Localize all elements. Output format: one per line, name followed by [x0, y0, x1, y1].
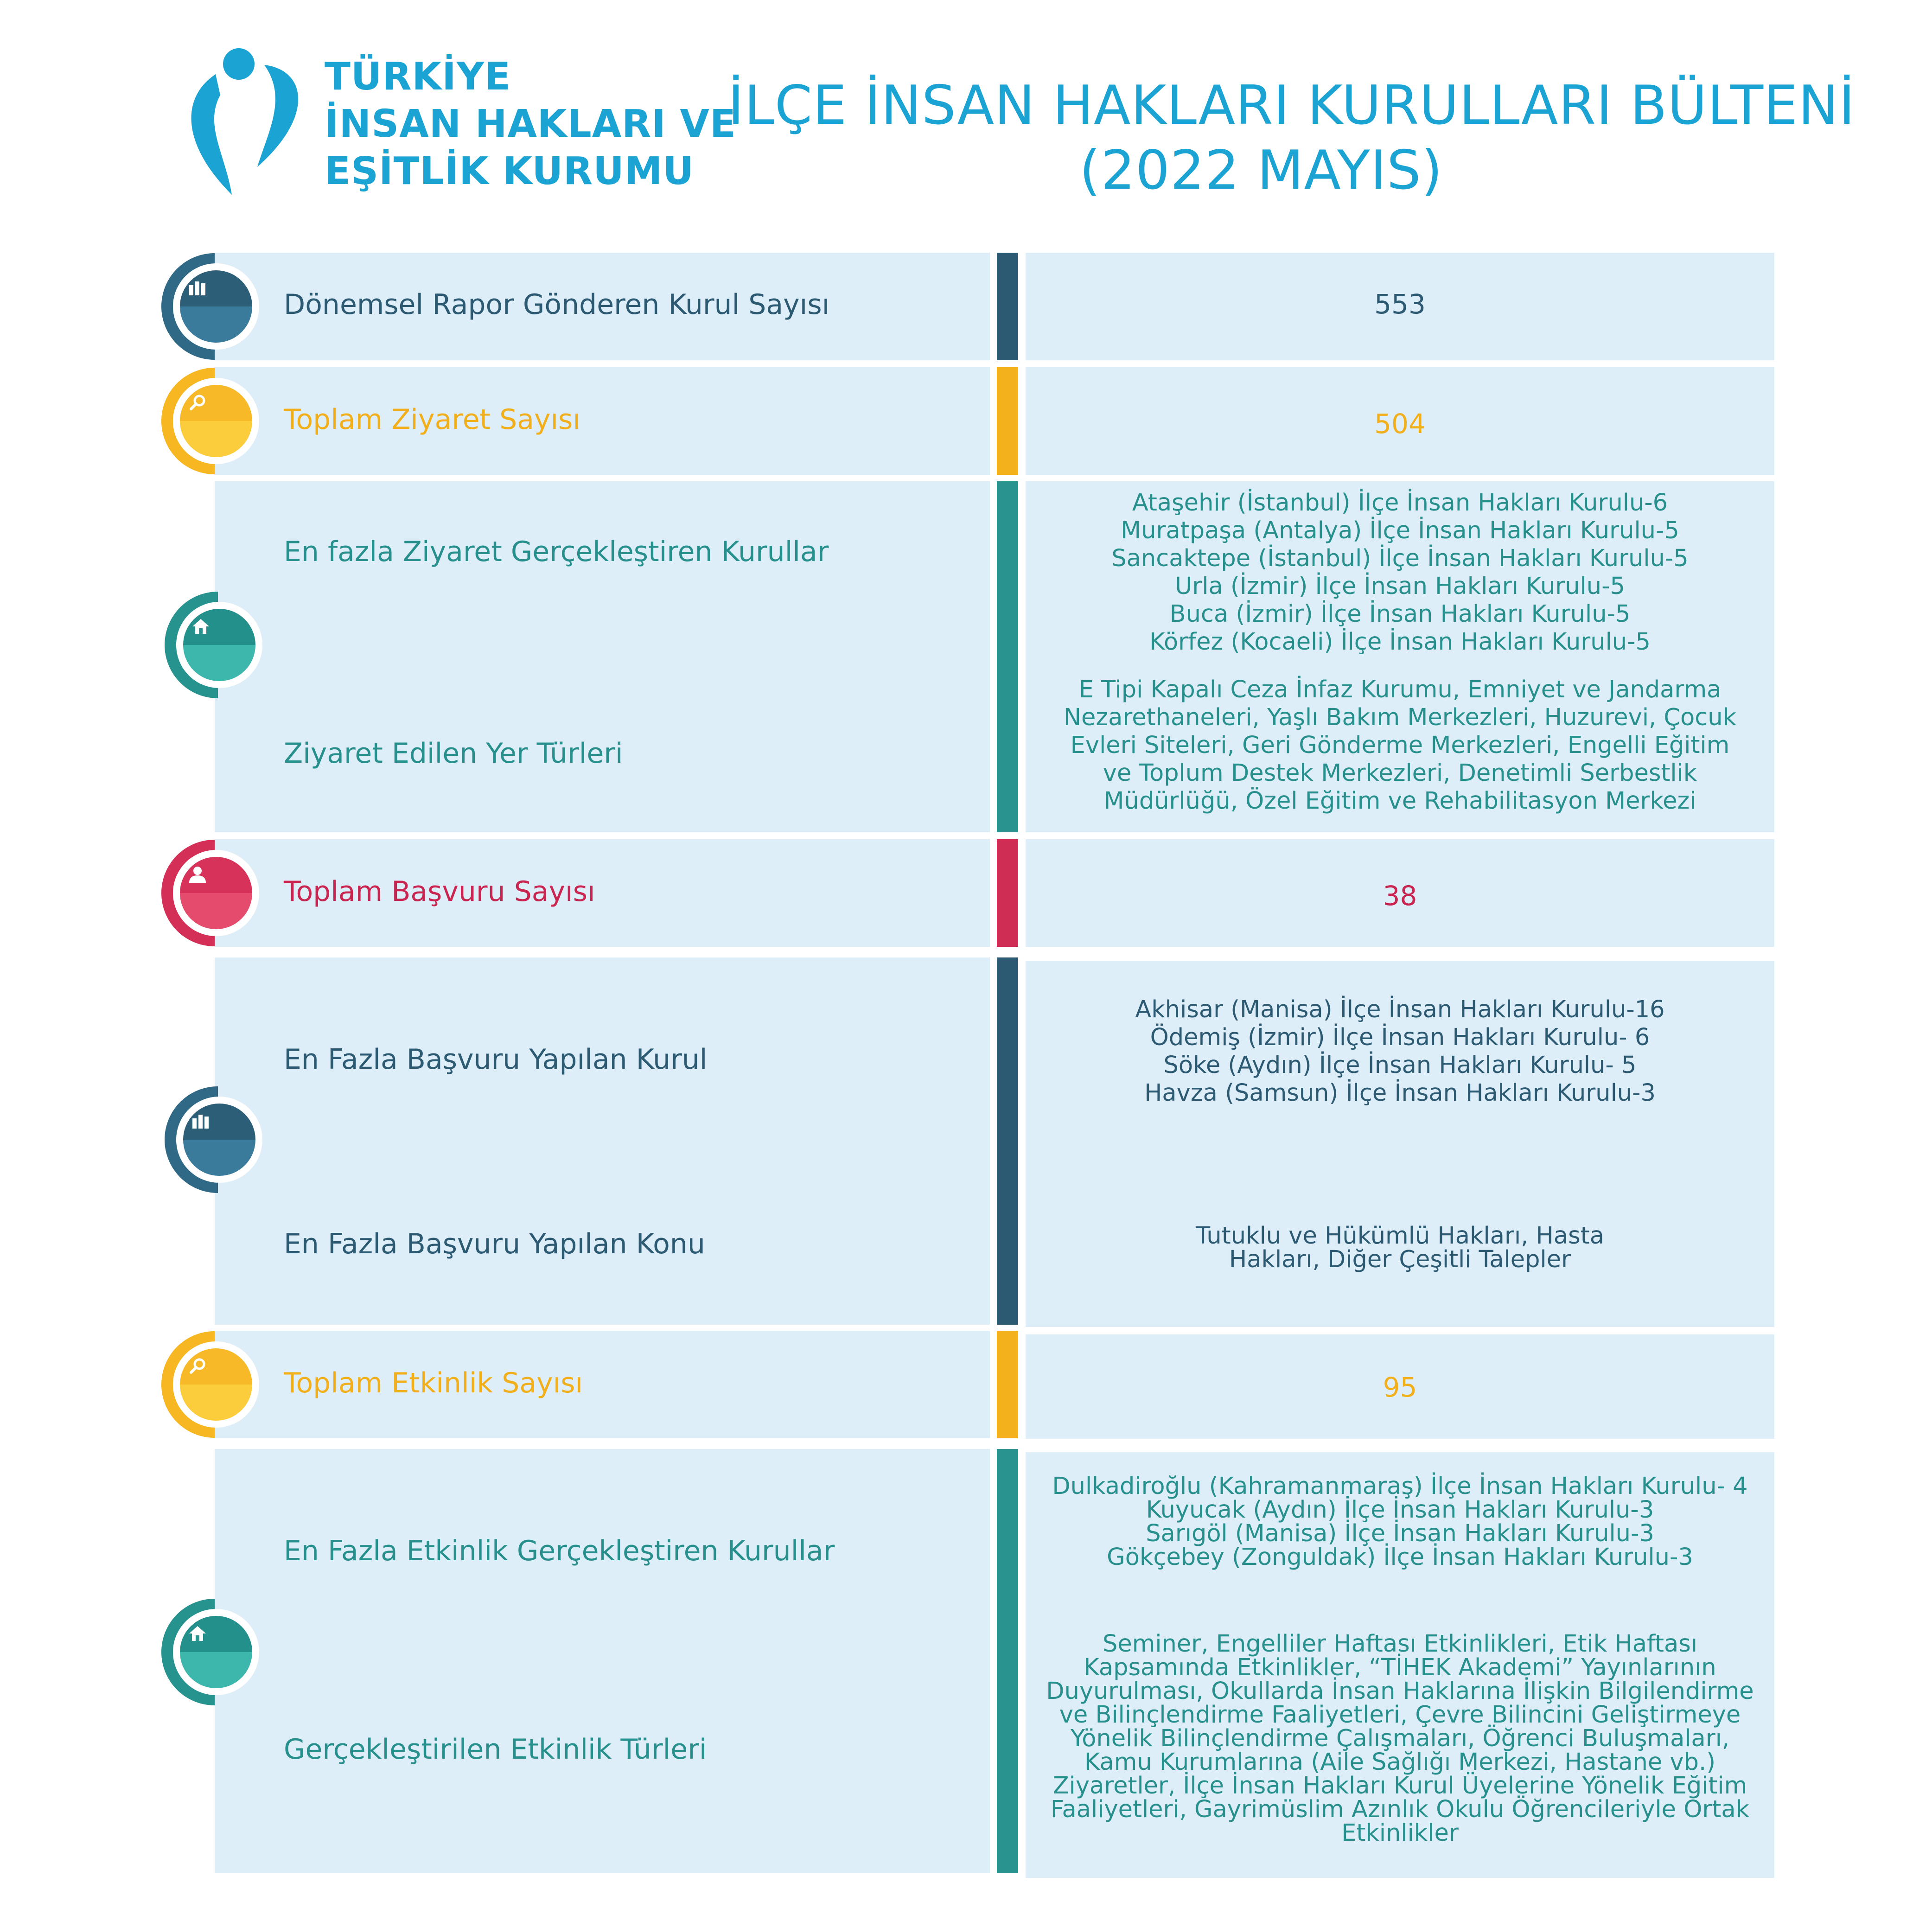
org-name-line-1: TÜRKİYE [325, 55, 511, 99]
visited-place-types-text [1026, 676, 1774, 815]
row-application-details-label-b: En Fazla Başvuru Yapılan Konu [284, 1228, 705, 1260]
row-applications-divider [997, 839, 1018, 947]
list-item: Urla (İzmir) İlçe İnsan Hakları Kurulu-5 [1175, 573, 1625, 600]
row-report-value: 553 [1374, 288, 1426, 320]
bar-chart-icon [165, 1086, 271, 1193]
row-event-details-label-a: En Fazla Etkinlik Gerçekleştiren Kurullar [284, 1535, 835, 1567]
row-event-details-label-panel [215, 1449, 990, 1873]
list-item: Körfez (Kocaeli) İlçe İnsan Hakları Kurulu-5 [1149, 628, 1651, 656]
home-icon [165, 592, 271, 698]
list-item: Söke (Aydın) İlçe İnsan Hakları Kurulu- 5 [1163, 1052, 1637, 1079]
list-item: Havza (Samsun) İlçe İnsan Hakları Kurulu-3 [1144, 1079, 1656, 1107]
event-types-text [1026, 1632, 1774, 1845]
list-item: Gökçebey (Zonguldak) İlçe İnsan Hakları Kurulu-3 [1107, 1544, 1693, 1571]
bar-chart-icon [161, 253, 268, 360]
list-item: Sarıgöl (Manisa) İlçe İnsan Hakları Kurulu-3 [1146, 1520, 1654, 1547]
list-item: Kuyucak (Aydın) İlçe İnsan Hakları Kurulu-3 [1146, 1496, 1654, 1524]
list-item: Buca (İzmir) İlçe İnsan Hakları Kurulu-5 [1169, 600, 1631, 628]
list-item: Muratpaşa (Antalya) İlçe İnsan Hakları Kurulu-5 [1121, 517, 1679, 544]
row-events-value: 95 [1383, 1372, 1417, 1403]
text-line: Kamu Kurumlarına (Aile Sağlığı Merkezi, Hastane vb.) [1084, 1748, 1716, 1776]
row-events-label: Toplam Etkinlik Sayısı [284, 1367, 583, 1399]
text-line: E Tipi Kapalı Ceza İnfaz Kurumu, Emniyet ve Jandarma [1078, 676, 1722, 703]
org-name-line-2: İNSAN HAKLARI VE [325, 102, 736, 146]
search-icon [161, 368, 268, 474]
row-report-label: Dönemsel Rapor Gönderen Kurul Sayısı [284, 288, 830, 321]
top-applied-committees-list [1026, 996, 1774, 1107]
text-line: Yönelik Bilinçlendirme Çalışmaları, Öğrenci Buluşmaları, [1070, 1725, 1730, 1752]
row-event-details-label-b: Gerçekleştirilen Etkinlik Türleri [284, 1733, 707, 1766]
row-visit-details-divider [997, 481, 1018, 832]
logo-icon [176, 46, 315, 199]
top-event-committees-list [1026, 1474, 1774, 1569]
row-event-details-divider [997, 1449, 1018, 1873]
row-report-divider [997, 253, 1018, 360]
text-line: ve Toplum Destek Merkezleri, Denetimli Serbestlik [1103, 759, 1697, 787]
org-name-line-3: EŞİTLİK KURUMU [325, 149, 694, 193]
row-visit-details-label-a: En fazla Ziyaret Gerçekleştiren Kurullar [284, 536, 829, 568]
row-visits-value: 504 [1374, 408, 1426, 440]
page-subtitle: (2022 MAYIS) [1079, 139, 1443, 202]
text-line: Evleri Siteleri, Geri Gönderme Merkezleri, Engelli Eğitim [1070, 732, 1730, 759]
row-visits-divider [997, 367, 1018, 475]
home-icon [161, 1599, 268, 1705]
row-visits-label: Toplam Ziyaret Sayısı [284, 403, 581, 436]
page-title: İLÇE İNSAN HAKLARI KURULLARI BÜLTENİ [728, 74, 1855, 137]
list-item: Ödemiş (İzmir) İlçe İnsan Hakları Kurulu- 6 [1150, 1024, 1650, 1051]
row-applications-value: 38 [1383, 880, 1417, 912]
text-line: Seminer, Engelliler Haftası Etkinlikleri, Etik Haftası [1102, 1630, 1698, 1658]
text-line: Faaliyetleri, Gayrimüslim Azınlık Okulu Öğrencileriyle Ortak [1050, 1796, 1750, 1823]
text-line: Kapsamında Etkinlikler, “TİHEK Akademi” Yayınlarının [1084, 1654, 1716, 1681]
text-line: Etkinlikler [1341, 1819, 1459, 1847]
text-line: Ziyaretler, İlçe İnsan Hakları Kurul Üyelerine Yönelik Eğitim [1052, 1772, 1747, 1799]
row-visit-details-label-b: Ziyaret Edilen Yer Türleri [284, 737, 623, 770]
top-application-topics-text [1026, 1224, 1774, 1271]
search-icon [161, 1331, 268, 1438]
row-application-details-divider [997, 957, 1018, 1325]
list-item: Ataşehir (İstanbul) İlçe İnsan Hakları Kurulu-6 [1132, 489, 1668, 517]
list-item: Sancaktepe (İstanbul) İlçe İnsan Hakları Kurulu-5 [1111, 545, 1689, 572]
text-line: ve Bilinçlendirme Faaliyetleri, Çevre Bilincini Geliştirmeye [1059, 1701, 1741, 1729]
row-applications-label: Toplam Başvuru Sayısı [284, 875, 595, 908]
row-visit-details-label-panel [215, 481, 990, 832]
row-application-details-label-panel [215, 957, 990, 1325]
text-line: Müdürlüğü, Özel Eğitim ve Rehabilitasyon Merkezi [1103, 787, 1696, 815]
text-line: Hakları, Diğer Çeşitli Talepler [1229, 1246, 1571, 1273]
list-item: Dulkadiroğlu (Kahramanmaraş) İlçe İnsan Hakları Kurulu- 4 [1052, 1473, 1748, 1500]
text-line: Duyurulması, Okullarda İnsan Haklarına İlişkin Bilgilendirme [1046, 1678, 1754, 1705]
row-application-details-label-a: En Fazla Başvuru Yapılan Kurul [284, 1043, 708, 1076]
list-item: Akhisar (Manisa) İlçe İnsan Hakları Kurulu-16 [1135, 996, 1665, 1023]
user-icon [161, 840, 268, 946]
row-events-divider [997, 1331, 1018, 1438]
text-line: Nezarethaneleri, Yaşlı Bakım Merkezleri, Huzurevi, Çocuk [1063, 704, 1737, 731]
top-visiting-committees-list [1026, 489, 1774, 656]
text-line: Tutuklu ve Hükümlü Hakları, Hasta [1196, 1222, 1604, 1250]
